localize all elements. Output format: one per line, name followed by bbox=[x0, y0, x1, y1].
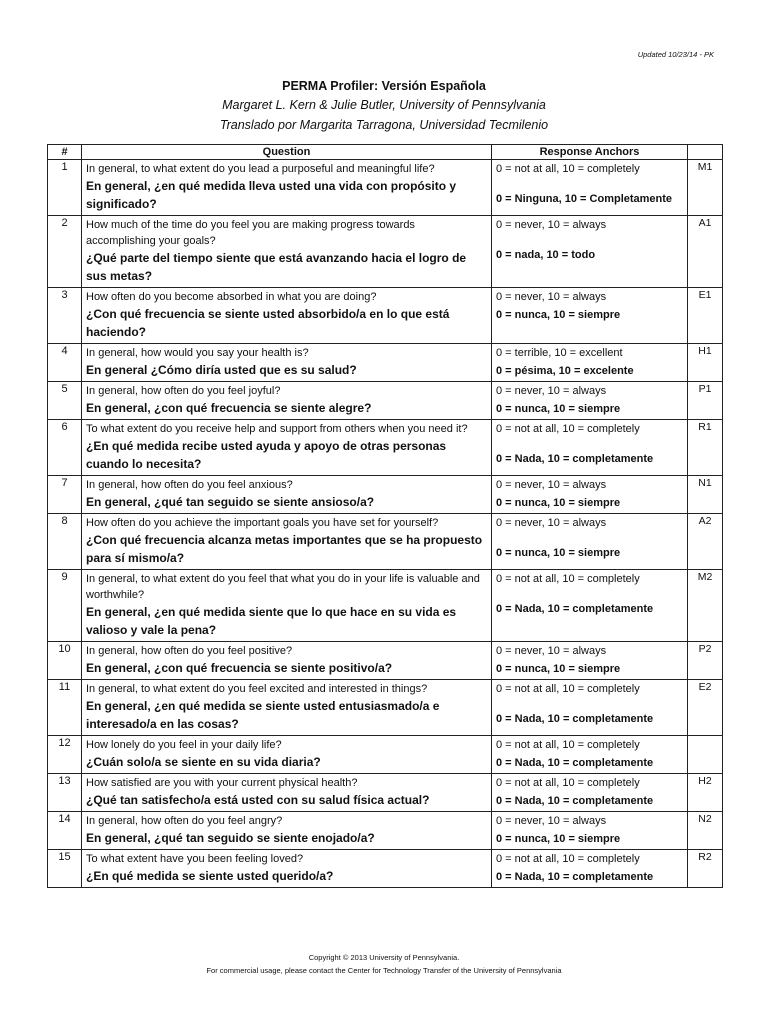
table-row bbox=[48, 160, 723, 216]
question-spanish: En general, ¿con qué frecuencia se siente positivo/a? bbox=[86, 661, 393, 675]
question-english: In general, how would you say your health is? bbox=[86, 347, 309, 359]
response-anchor-cell bbox=[492, 850, 688, 888]
question-cell bbox=[82, 642, 492, 680]
document-title: PERMA Profiler: Versión Española bbox=[282, 79, 486, 93]
response-anchor-cell bbox=[492, 288, 688, 344]
response-anchor-spanish: 0 = Nada, 10 = completamente bbox=[496, 603, 654, 615]
table-row bbox=[48, 642, 723, 680]
response-anchor-cell bbox=[492, 344, 688, 382]
dimension-code: R2 bbox=[688, 850, 723, 888]
table-row bbox=[48, 812, 723, 850]
question-english: In general, to what extent do you feel excited and interested in things? bbox=[86, 683, 428, 695]
question-number: 10 bbox=[48, 642, 82, 680]
copyright-text: Copyright © 2013 University of Pennsylvania. bbox=[308, 953, 460, 962]
dimension-code: E2 bbox=[688, 680, 723, 736]
table-header-row bbox=[48, 145, 723, 160]
response-anchor-spanish: 0 = nunca, 10 = siempre bbox=[496, 547, 621, 559]
response-anchor-english: 0 = never, 10 = always bbox=[496, 645, 607, 657]
question-cell bbox=[82, 812, 492, 850]
header-question: Question bbox=[82, 145, 492, 160]
response-anchor-spanish: 0 = nunca, 10 = siempre bbox=[496, 309, 621, 321]
question-english: How often do you become absorbed in what you are doing? bbox=[86, 291, 377, 303]
question-number: 1 bbox=[48, 160, 82, 216]
response-anchor-spanish: 0 = pésima, 10 = excelente bbox=[496, 365, 634, 377]
question-cell bbox=[82, 680, 492, 736]
questionnaire-table bbox=[47, 144, 723, 888]
question-english: In general, how often do you feel angry? bbox=[86, 815, 283, 827]
table-row bbox=[48, 774, 723, 812]
header-number: # bbox=[48, 145, 82, 160]
response-anchor-spanish: 0 = Ninguna, 10 = Completamente bbox=[496, 193, 673, 205]
commercial-usage-text: For commercial usage, please contact the Center for Technology Transfer of the University of Pennsylvania bbox=[206, 966, 562, 975]
dimension-code: P2 bbox=[688, 642, 723, 680]
response-anchor-english: 0 = never, 10 = always bbox=[496, 517, 607, 529]
question-spanish: En general, ¿en qué medida lleva usted una vida con propósito y significado? bbox=[86, 179, 457, 211]
table-row bbox=[48, 288, 723, 344]
question-number: 6 bbox=[48, 420, 82, 476]
response-anchor-spanish: 0 = Nada, 10 = completamente bbox=[496, 757, 654, 769]
document-footer bbox=[0, 951, 768, 977]
question-english: In general, how often do you feel positive? bbox=[86, 645, 293, 657]
response-anchor-cell bbox=[492, 812, 688, 850]
question-english: To what extent do you receive help and support from others when you need it? bbox=[86, 423, 468, 435]
question-number: 9 bbox=[48, 570, 82, 642]
dimension-code: A2 bbox=[688, 514, 723, 570]
question-english: In general, to what extent do you lead a purposeful and meaningful life? bbox=[86, 163, 435, 175]
table-row bbox=[48, 736, 723, 774]
question-spanish: ¿Cuán solo/a se siente en su vida diaria? bbox=[86, 755, 321, 769]
question-cell bbox=[82, 382, 492, 420]
table-row bbox=[48, 850, 723, 888]
dimension-code: E1 bbox=[688, 288, 723, 344]
response-anchor-cell bbox=[492, 160, 688, 216]
question-spanish: ¿Con qué frecuencia se siente usted absorbido/a en lo que está haciendo? bbox=[86, 307, 450, 339]
question-cell bbox=[82, 570, 492, 642]
dimension-code: H2 bbox=[688, 774, 723, 812]
response-anchor-english: 0 = never, 10 = always bbox=[496, 815, 607, 827]
response-anchor-spanish: 0 = nada, 10 = todo bbox=[496, 249, 596, 261]
document-header bbox=[0, 77, 768, 135]
question-english: How much of the time do you feel you are making progress towards accomplishing your goals? bbox=[86, 219, 415, 247]
question-number: 15 bbox=[48, 850, 82, 888]
question-spanish: En general, ¿con qué frecuencia se siente alegre? bbox=[86, 401, 372, 415]
table-row bbox=[48, 570, 723, 642]
dimension-code: M1 bbox=[688, 160, 723, 216]
question-spanish: ¿Qué parte del tiempo siente que está avanzando hacia el logro de sus metas? bbox=[86, 251, 467, 283]
response-anchor-cell bbox=[492, 736, 688, 774]
table-row bbox=[48, 680, 723, 736]
question-spanish: En general, ¿en qué medida se siente usted entusiasmado/a e interesado/a en las cosas? bbox=[86, 699, 440, 731]
response-anchor-english: 0 = never, 10 = always bbox=[496, 385, 607, 397]
question-number: 2 bbox=[48, 216, 82, 288]
dimension-code: H1 bbox=[688, 344, 723, 382]
question-cell bbox=[82, 216, 492, 288]
question-english: In general, how often do you feel joyful? bbox=[86, 385, 281, 397]
question-cell bbox=[82, 476, 492, 514]
table-row bbox=[48, 344, 723, 382]
dimension-code: N2 bbox=[688, 812, 723, 850]
question-spanish: En general ¿Cómo diría usted que es su salud? bbox=[86, 363, 357, 377]
question-number: 4 bbox=[48, 344, 82, 382]
response-anchor-english: 0 = never, 10 = always bbox=[496, 291, 607, 303]
question-number: 7 bbox=[48, 476, 82, 514]
question-number: 13 bbox=[48, 774, 82, 812]
table-row bbox=[48, 216, 723, 288]
response-anchor-english: 0 = not at all, 10 = completely bbox=[496, 739, 640, 751]
question-spanish: ¿En qué medida se siente usted querido/a? bbox=[86, 869, 334, 883]
question-cell bbox=[82, 288, 492, 344]
response-anchor-spanish: 0 = Nada, 10 = completamente bbox=[496, 453, 654, 465]
response-anchor-cell bbox=[492, 680, 688, 736]
question-cell bbox=[82, 420, 492, 476]
question-spanish: En general, ¿en qué medida siente que lo que hace en su vida es valioso y vale la pena? bbox=[86, 605, 457, 637]
response-anchor-spanish: 0 = Nada, 10 = completamente bbox=[496, 871, 654, 883]
response-anchor-english: 0 = not at all, 10 = completely bbox=[496, 777, 640, 789]
table-row bbox=[48, 382, 723, 420]
question-spanish: ¿Qué tan satisfecho/a está usted con su salud física actual? bbox=[86, 793, 430, 807]
question-spanish: ¿En qué medida recibe usted ayuda y apoyo de otras personas cuando lo necesita? bbox=[86, 439, 447, 471]
question-cell bbox=[82, 514, 492, 570]
response-anchor-english: 0 = never, 10 = always bbox=[496, 219, 607, 231]
question-english: How lonely do you feel in your daily life? bbox=[86, 739, 282, 751]
response-anchor-spanish: 0 = nunca, 10 = siempre bbox=[496, 663, 621, 675]
table-row bbox=[48, 420, 723, 476]
response-anchor-cell bbox=[492, 420, 688, 476]
question-cell bbox=[82, 344, 492, 382]
response-anchor-cell bbox=[492, 216, 688, 288]
response-anchor-english: 0 = not at all, 10 = completely bbox=[496, 163, 640, 175]
response-anchor-english: 0 = not at all, 10 = completely bbox=[496, 683, 640, 695]
header-response-anchors: Response Anchors bbox=[492, 145, 688, 160]
question-number: 5 bbox=[48, 382, 82, 420]
response-anchor-cell bbox=[492, 774, 688, 812]
updated-note: Updated 10/23/14 - PK bbox=[637, 50, 714, 59]
dimension-code: N1 bbox=[688, 476, 723, 514]
response-anchor-cell bbox=[492, 382, 688, 420]
header-dimension bbox=[688, 145, 723, 160]
question-english: To what extent have you been feeling loved? bbox=[86, 853, 304, 865]
question-number: 14 bbox=[48, 812, 82, 850]
response-anchor-english: 0 = not at all, 10 = completely bbox=[496, 423, 640, 435]
response-anchor-spanish: 0 = Nada, 10 = completamente bbox=[496, 713, 654, 725]
response-anchor-english: 0 = never, 10 = always bbox=[496, 479, 607, 491]
question-number: 8 bbox=[48, 514, 82, 570]
response-anchor-spanish: 0 = nunca, 10 = siempre bbox=[496, 403, 621, 415]
response-anchor-english: 0 = not at all, 10 = completely bbox=[496, 573, 640, 585]
response-anchor-spanish: 0 = nunca, 10 = siempre bbox=[496, 833, 621, 845]
dimension-code: M2 bbox=[688, 570, 723, 642]
response-anchor-english: 0 = not at all, 10 = completely bbox=[496, 853, 640, 865]
dimension-code bbox=[688, 736, 723, 774]
question-english: In general, how often do you feel anxious? bbox=[86, 479, 293, 491]
question-english: How satisfied are you with your current physical health? bbox=[86, 777, 358, 789]
document-translator: Translado por Margarita Tarragona, Universidad Tecmilenio bbox=[219, 118, 549, 132]
response-anchor-cell bbox=[492, 514, 688, 570]
question-number: 3 bbox=[48, 288, 82, 344]
response-anchor-cell bbox=[492, 476, 688, 514]
question-spanish: En general, ¿qué tan seguido se siente ansioso/a? bbox=[86, 495, 375, 509]
response-anchor-english: 0 = terrible, 10 = excellent bbox=[496, 347, 623, 359]
dimension-code: R1 bbox=[688, 420, 723, 476]
response-anchor-cell bbox=[492, 642, 688, 680]
dimension-code: A1 bbox=[688, 216, 723, 288]
question-number: 12 bbox=[48, 736, 82, 774]
question-spanish: ¿Con qué frecuencia alcanza metas importantes que se ha propuesto para sí mismo/a? bbox=[86, 533, 483, 565]
question-spanish: En general, ¿qué tan seguido se siente enojado/a? bbox=[86, 831, 375, 845]
response-anchor-spanish: 0 = Nada, 10 = completamente bbox=[496, 795, 654, 807]
table-row bbox=[48, 476, 723, 514]
question-english: In general, to what extent do you feel that what you do in your life is valuable and worthwhile? bbox=[86, 573, 480, 601]
question-cell bbox=[82, 160, 492, 216]
question-cell bbox=[82, 850, 492, 888]
question-english: How often do you achieve the important goals you have set for yourself? bbox=[86, 517, 439, 529]
response-anchor-cell bbox=[492, 570, 688, 642]
question-number: 11 bbox=[48, 680, 82, 736]
question-cell bbox=[82, 736, 492, 774]
table-row bbox=[48, 514, 723, 570]
response-anchor-spanish: 0 = nunca, 10 = siempre bbox=[496, 497, 621, 509]
dimension-code: P1 bbox=[688, 382, 723, 420]
document-authors: Margaret L. Kern & Julie Butler, University of Pennsylvania bbox=[222, 98, 546, 112]
question-cell bbox=[82, 774, 492, 812]
